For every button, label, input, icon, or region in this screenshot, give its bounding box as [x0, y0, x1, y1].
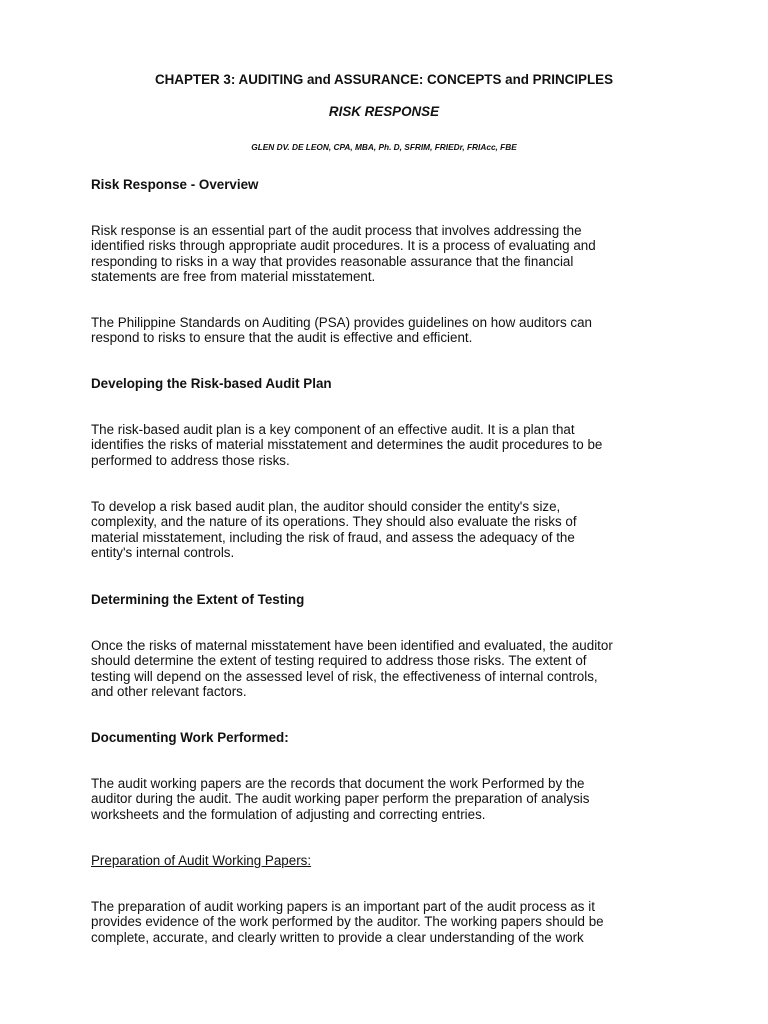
heading-risk-response-overview: Risk Response - Overview	[91, 177, 259, 192]
text-line: To develop a risk based audit plan, the auditor should consider the entity's size,	[91, 499, 561, 514]
text-line: complete, accurate, and clearly written to provide a clear understanding of the work	[91, 929, 584, 945]
text-line: auditor during the audit. The audit working paper perform the preparation of analysis	[91, 791, 590, 807]
text-line: Once the risks of maternal misstatement have been identified and evaluated, the auditor	[91, 638, 613, 653]
author-line: GLEN DV. DE LEON, CPA, MBA, Ph. D, SFRIM, FRIEDr, FRIAcc, FBE	[251, 142, 517, 152]
text-line: responding to risks in a way that provides reasonable assurance that the financial	[91, 253, 574, 269]
text-line: worksheets and the formulation of adjusting and correcting entries.	[91, 806, 486, 822]
text-line: complexity, and the nature of its operations. They should also evaluate the risks of	[91, 514, 577, 530]
text-line: entity's internal controls.	[91, 544, 235, 560]
text-line: The preparation of audit working papers is an important part of the audit process as it	[91, 899, 595, 914]
heading-documenting-work: Documenting Work Performed:	[91, 730, 289, 745]
text-line: testing will depend on the assessed level of risk, the effectiveness of internal controls,	[91, 668, 598, 684]
chapter-title: CHAPTER 3: AUDITING and ASSURANCE: CONCEPTS and PRINCIPLES	[154, 72, 614, 87]
heading-extent-of-testing: Determining the Extent of Testing	[91, 592, 305, 607]
text-line: The audit working papers are the records that document the work Performed by the	[91, 776, 585, 791]
text-line: should determine the extent of testing required to address those risks. The extent of	[91, 653, 587, 669]
paragraph-working-papers	[91, 776, 691, 822]
paragraph-developing-plan	[91, 499, 691, 560]
text-line: identified risks through appropriate audit procedures. It is a process of evaluating and	[91, 238, 596, 254]
section-title: RISK RESPONSE	[328, 104, 440, 119]
text-line: The risk-based audit plan is a key component of an effective audit. It is a plan that	[91, 422, 575, 437]
text-line: provides evidence of the work performed by the auditor. The working papers should be	[91, 914, 604, 930]
text-line: material misstatement, including the risk of fraud, and assess the adequacy of the	[91, 529, 575, 545]
text-line: identifies the risks of material misstatement and determines the audit procedures to be	[91, 437, 603, 453]
text-line: and other relevant factors.	[91, 683, 247, 699]
heading-preparation-of-working-papers: Preparation of Audit Working Papers:	[91, 853, 312, 868]
text-line: Risk response is an essential part of the audit process that involves addressing the	[91, 223, 582, 238]
text-line: performed to address those risks.	[91, 452, 290, 468]
paragraph-audit-plan-definition	[91, 422, 691, 468]
paragraph-psa-guidelines	[91, 315, 691, 346]
paragraph-preparation-working-papers	[91, 899, 691, 945]
text-line: statements are free from material misstatement.	[91, 268, 376, 284]
text-line: The Philippine Standards on Auditing (PSA) provides guidelines on how auditors can	[91, 315, 592, 330]
paragraph-risk-response-definition	[91, 223, 691, 284]
text-line: respond to risks to ensure that the audit is effective and efficient.	[91, 330, 473, 346]
heading-risk-based-audit-plan: Developing the Risk-based Audit Plan	[91, 376, 332, 391]
paragraph-extent-of-testing	[91, 638, 691, 699]
